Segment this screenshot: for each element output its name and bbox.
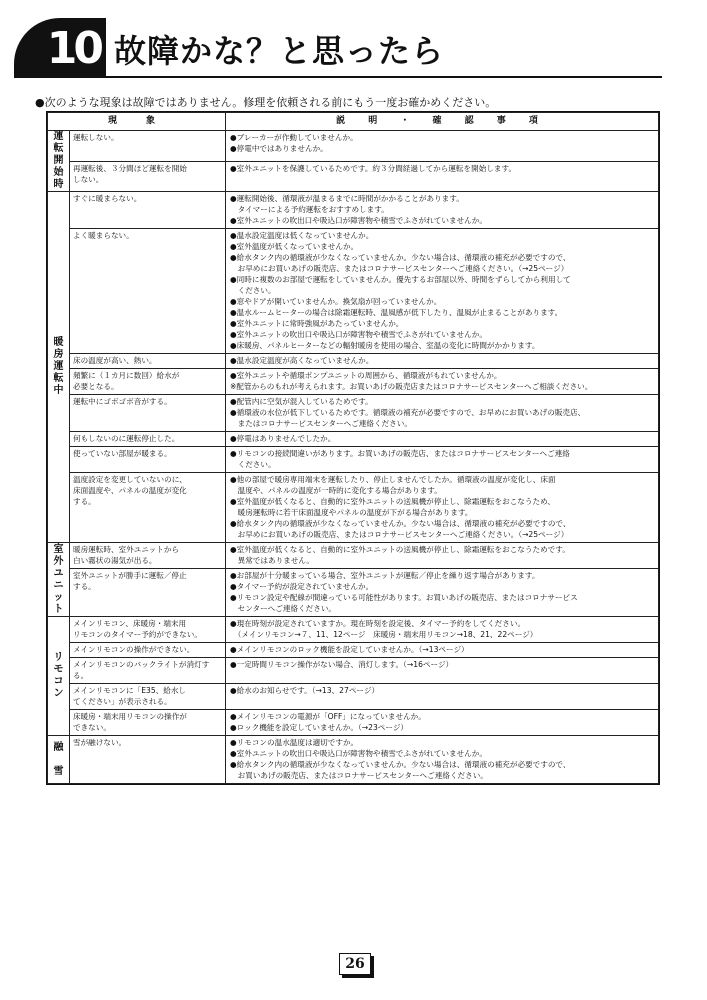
symptom-cell bbox=[70, 684, 226, 710]
symptom-line: てください」が表示される。 bbox=[73, 697, 172, 706]
category-cell bbox=[48, 736, 70, 784]
description-line: ●室外ユニットの吹出口や吸込口が障害物や積雪でふさがれていませんか。 bbox=[230, 330, 487, 339]
symptom-cell bbox=[70, 447, 226, 473]
category-char: 房 bbox=[53, 349, 64, 360]
symptom-cell bbox=[70, 229, 226, 354]
section-number-badge bbox=[14, 18, 106, 78]
description-cell bbox=[226, 369, 659, 395]
description-line: ●室外ユニットを保護しているためです。約３分間経過してから運転を開始します。 bbox=[230, 163, 517, 173]
symptom-line: よく暖まらない。 bbox=[73, 231, 134, 240]
table-row bbox=[48, 369, 659, 395]
description-line: ●室外温度が低くなると、自動的に室外ユニットの送風機が停止し、除霜運転をおこなうためです。 bbox=[230, 545, 570, 554]
table-row bbox=[48, 131, 659, 162]
description-line: ●停電中ではありませんか。 bbox=[230, 144, 328, 153]
description-line: またはコロナサービスセンターへご連絡ください。 bbox=[230, 419, 412, 428]
category-cell bbox=[48, 617, 70, 736]
description-cell bbox=[226, 643, 659, 658]
description-line: ●他の部屋で暖房専用端末を運転したり、停止しませんでしたか。循環液の温度が変化し、床面 bbox=[230, 475, 556, 484]
description-cell bbox=[226, 161, 659, 192]
symptom-line: 使っていない部屋が暖まる。 bbox=[73, 449, 172, 458]
symptom-cell bbox=[70, 569, 226, 617]
table-row bbox=[48, 473, 659, 543]
symptom-line: 床面温度や、パネルの温度が変化 bbox=[73, 486, 187, 495]
symptom-cell bbox=[70, 192, 226, 229]
description-line: ●給水タンク内の循環液が少なくなっていませんか。少ない場合は、循環液の補充が必要ですので、 bbox=[230, 253, 571, 262]
description-line: ●窓やドアが開いていませんか。換気扇が回っていませんか。 bbox=[230, 297, 442, 306]
symptom-line: 温度設定を変更していないのに、 bbox=[73, 475, 187, 484]
category-char: コ bbox=[53, 676, 64, 687]
description-cell bbox=[226, 229, 659, 354]
category-char: 運 bbox=[53, 131, 64, 142]
description-line: ●リモコン設定や配線が間違っている可能性があります。お買いあげの販売店、またはコロナサービス bbox=[230, 593, 578, 602]
description-line: ※配管からのもれが考えられます。お買いあげの販売店またはコロナサービスセンターへご相談ください。 bbox=[230, 382, 593, 391]
description-cell bbox=[226, 736, 659, 784]
description-line: ●室外温度が低くなっていませんか。 bbox=[230, 242, 359, 251]
table-body bbox=[48, 131, 659, 784]
category-char: ン bbox=[53, 688, 64, 699]
symptom-line: 運転中にゴボゴボ音がする。 bbox=[73, 397, 172, 406]
symptom-cell bbox=[70, 543, 226, 569]
description-line: ●お部屋が十分暖まっている場合、室外ユニットが運転／停止を繰り返す場合があります。 bbox=[230, 571, 540, 580]
description-line: ●給水タンク内の循環液が少なくなっていませんか。少ない場合は、循環液の補充が必要ですので、 bbox=[230, 760, 571, 769]
symptom-line: リモコンのタイマー予約ができない。 bbox=[73, 630, 202, 639]
title-underline bbox=[106, 76, 662, 78]
description-line: 温度や、パネルの温度が一時的に変化する場合があります。 bbox=[230, 486, 442, 495]
description-line: ●リモコンの温水温度は適切ですか。 bbox=[230, 738, 359, 747]
description-line: ●温水ルームヒーターの場合は除霜運転時、温風感が低下したり、温風が止まることがあります。 bbox=[230, 308, 563, 317]
category-char: リ bbox=[53, 652, 64, 663]
description-line: ●配管内に空気が混入しているためです。 bbox=[230, 397, 373, 406]
description-cell bbox=[226, 432, 659, 447]
table-header-row bbox=[48, 113, 659, 131]
category-char: 始 bbox=[53, 167, 64, 178]
description-line: ●室外ユニットに常時強風があたっていませんか。 bbox=[230, 319, 404, 328]
description-line: ください。 bbox=[230, 286, 276, 295]
description-line: ●停電はありませんでしたか。 bbox=[230, 434, 336, 443]
description-line: ●ロック機能を設定していませんか。（→23ページ） bbox=[230, 723, 409, 732]
symptom-line: 必要となる。 bbox=[73, 382, 119, 391]
description-cell bbox=[226, 658, 659, 684]
category-char: 運 bbox=[53, 361, 64, 372]
symptom-cell bbox=[70, 131, 226, 162]
table-row bbox=[48, 447, 659, 473]
description-line: ●室外ユニットや循環ポンプユニットの周囲から、循環液がもれていませんか。 bbox=[230, 371, 502, 380]
table-row bbox=[48, 395, 659, 432]
category-cell bbox=[48, 192, 70, 543]
category-char: ト bbox=[53, 603, 64, 615]
category-char: 転 bbox=[53, 143, 64, 154]
description-cell bbox=[226, 710, 659, 736]
symptom-cell bbox=[70, 710, 226, 736]
intro-text: ●次のような現象は故障ではありません。修理を依頼される前にもう一度お確かめください。 bbox=[35, 96, 497, 109]
description-line: ●室外温度が低くなると、自動的に室外ユニットの送風機が停止し、除霜運転をおこなうため、 bbox=[230, 497, 555, 506]
category-cell bbox=[48, 131, 70, 192]
description-line: ●メインリモコンのロック機能を設定していませんか。（→13ページ） bbox=[230, 645, 469, 654]
table-row bbox=[48, 710, 659, 736]
table-row bbox=[48, 354, 659, 369]
symptom-cell bbox=[70, 354, 226, 369]
symptom-line: できない。 bbox=[73, 723, 111, 732]
description-line: ください。 bbox=[230, 460, 276, 469]
description-cell bbox=[226, 473, 659, 543]
category-char: 外 bbox=[53, 555, 64, 567]
description-line: お早めにお買いあげの販売店、またはコロナサービスセンターへご連絡ください。（→25ページ） bbox=[230, 530, 569, 539]
description-line: ●循環液の水位が低下しているためです。循環液の補充が必要ですので、お早めにお買いあげの販売店、 bbox=[230, 408, 586, 417]
category-char: ユ bbox=[53, 567, 64, 579]
table-row bbox=[48, 229, 659, 354]
symptom-line: メインリモコンの操作ができない。 bbox=[73, 645, 195, 654]
description-line: ●床暖房、パネルヒーターなどの輻射暖房を使用の場合、室温の変化に時間がかかります。 bbox=[230, 341, 540, 350]
description-cell bbox=[226, 447, 659, 473]
table-row bbox=[48, 569, 659, 617]
description-line: ●タイマー予約が設定されていませんか。 bbox=[230, 582, 374, 591]
table-row bbox=[48, 736, 659, 784]
description-cell bbox=[226, 395, 659, 432]
symptom-line: 室外ユニットが勝手に運転／停止 bbox=[73, 571, 187, 580]
description-line: ●温水設定温度は低くなっていませんか。 bbox=[230, 231, 374, 240]
symptom-line: しない。 bbox=[73, 174, 104, 184]
description-line: 異常ではありません。 bbox=[230, 556, 315, 565]
table-row bbox=[48, 617, 659, 643]
table-row bbox=[48, 192, 659, 229]
description-line: ●温水設定温度が高くなっていませんか。 bbox=[230, 356, 374, 365]
symptom-line: 再運転後、３分間ほど運転を開始 bbox=[73, 163, 187, 173]
symptom-line: メインリモコンに「E35、給水し bbox=[73, 686, 187, 695]
description-line: タイマーによる予約運転をおすすめします。 bbox=[230, 205, 389, 214]
category-char: 融 bbox=[53, 741, 64, 753]
table-row bbox=[48, 432, 659, 447]
description-cell bbox=[226, 543, 659, 569]
symptom-cell bbox=[70, 432, 226, 447]
category-cell bbox=[48, 543, 70, 617]
column-header-symptom: 現 象 bbox=[48, 113, 226, 131]
table-row bbox=[48, 643, 659, 658]
description-line: ●給水のお知らせです。（→13、27ページ） bbox=[230, 686, 380, 695]
symptom-cell bbox=[70, 161, 226, 192]
description-line: ●室外ユニットの吹出口や吸込口が障害物や積雪でふさがれていませんか。 bbox=[230, 749, 487, 758]
symptom-line: 暖房運転時、室外ユニットから bbox=[73, 545, 180, 554]
description-line: お早めにお買いあげの販売店、またはコロナサービスセンターへご連絡ください。（→25ページ） bbox=[230, 264, 569, 273]
description-cell bbox=[226, 569, 659, 617]
section-number: 10 bbox=[46, 22, 100, 74]
category-char: ニ bbox=[53, 579, 64, 591]
symptom-cell bbox=[70, 643, 226, 658]
symptom-line: 床の温度が高い、熱い。 bbox=[73, 356, 157, 365]
page-number: 26 bbox=[339, 953, 371, 975]
symptom-cell bbox=[70, 395, 226, 432]
table-row bbox=[48, 543, 659, 569]
description-line: ●ブレーカーが作動していませんか。 bbox=[230, 133, 358, 142]
symptom-cell bbox=[70, 736, 226, 784]
category-char: 暖 bbox=[53, 337, 64, 348]
symptom-cell bbox=[70, 617, 226, 643]
symptom-line: 何もしないのに運転停止した。 bbox=[73, 434, 180, 443]
table-row bbox=[48, 658, 659, 684]
description-line: （メインリモコン→７、11、12ページ 床暖房・端末用リモコン→18、21、22ページ） bbox=[230, 630, 538, 639]
description-cell bbox=[226, 617, 659, 643]
category-char bbox=[48, 754, 69, 766]
symptom-line: メインリモコンのバックライトが消灯する。 bbox=[73, 660, 210, 680]
description-line: ●運転開始後、循環液が温まるまでに時間がかかることがあります。 bbox=[230, 194, 464, 203]
symptom-line: メインリモコン、床暖房・端末用 bbox=[73, 619, 187, 628]
description-line: ●室外ユニットの吹出口や吸込口が障害物や積雪でふさがれていませんか。 bbox=[230, 216, 487, 225]
description-line: 暖房運転時に若干床面温度やパネルの温度が下がる場合があります。 bbox=[230, 508, 473, 517]
symptom-cell bbox=[70, 658, 226, 684]
category-char: ッ bbox=[53, 591, 64, 603]
table-row bbox=[48, 684, 659, 710]
description-line: ●一定時間リモコン操作がない場合、消灯します。（→16ページ） bbox=[230, 660, 454, 669]
symptom-line: する。 bbox=[73, 497, 96, 506]
symptom-line: 頻繁に（１カ月に数回）給水が bbox=[73, 371, 180, 380]
description-line: ●メインリモコンの電源が「OFF」になっていませんか。 bbox=[230, 712, 426, 721]
symptom-line: する。 bbox=[73, 582, 96, 591]
description-line: センターへご連絡ください。 bbox=[230, 604, 337, 613]
category-char: 時 bbox=[53, 179, 64, 190]
category-char: 雪 bbox=[53, 765, 64, 777]
description-line: ●同時に複数のお部屋で運転をしていませんか。優先するお部屋以外、時間をずらしてから利用して bbox=[230, 275, 571, 284]
symptom-cell bbox=[70, 473, 226, 543]
description-line: ●リモコンの接続間違いがあります。お買いあげの販売店、またはコロナサービスセンターへご連絡 bbox=[230, 449, 570, 458]
symptom-line: 白い霧状の湯気が出る。 bbox=[73, 556, 157, 565]
description-cell bbox=[226, 192, 659, 229]
symptom-line: すぐに暖まらない。 bbox=[73, 194, 142, 203]
symptom-cell bbox=[70, 369, 226, 395]
symptom-line: 運転しない。 bbox=[73, 133, 119, 142]
category-char: 開 bbox=[53, 155, 64, 166]
description-line: ●給水タンク内の循環液が少なくなっていませんか。少ない場合は、循環液の補充が必要ですので、 bbox=[230, 519, 571, 528]
symptom-line: 雪が融けない。 bbox=[73, 738, 127, 747]
category-char: 中 bbox=[53, 385, 64, 396]
section-header bbox=[14, 18, 662, 80]
category-char: 転 bbox=[53, 373, 64, 384]
category-char: モ bbox=[53, 664, 64, 675]
table-row bbox=[48, 161, 659, 192]
description-line: お買いあげの販売店、またはコロナサービスセンターへご連絡ください。 bbox=[230, 771, 488, 780]
column-header-description: 説 明 ・ 確 認 事 項 bbox=[226, 113, 659, 131]
page-title: 故障かな？と思ったら bbox=[114, 32, 445, 70]
troubleshooting-table bbox=[47, 112, 659, 784]
description-line: ●現在時刻が設定されていますか。現在時刻を設定後、タイマー予約をしてください。 bbox=[230, 619, 526, 628]
description-cell bbox=[226, 684, 659, 710]
category-char: 室 bbox=[53, 543, 64, 555]
symptom-line: 床暖房・端末用リモコンの操作が bbox=[73, 712, 187, 721]
description-cell bbox=[226, 131, 659, 162]
description-cell bbox=[226, 354, 659, 369]
